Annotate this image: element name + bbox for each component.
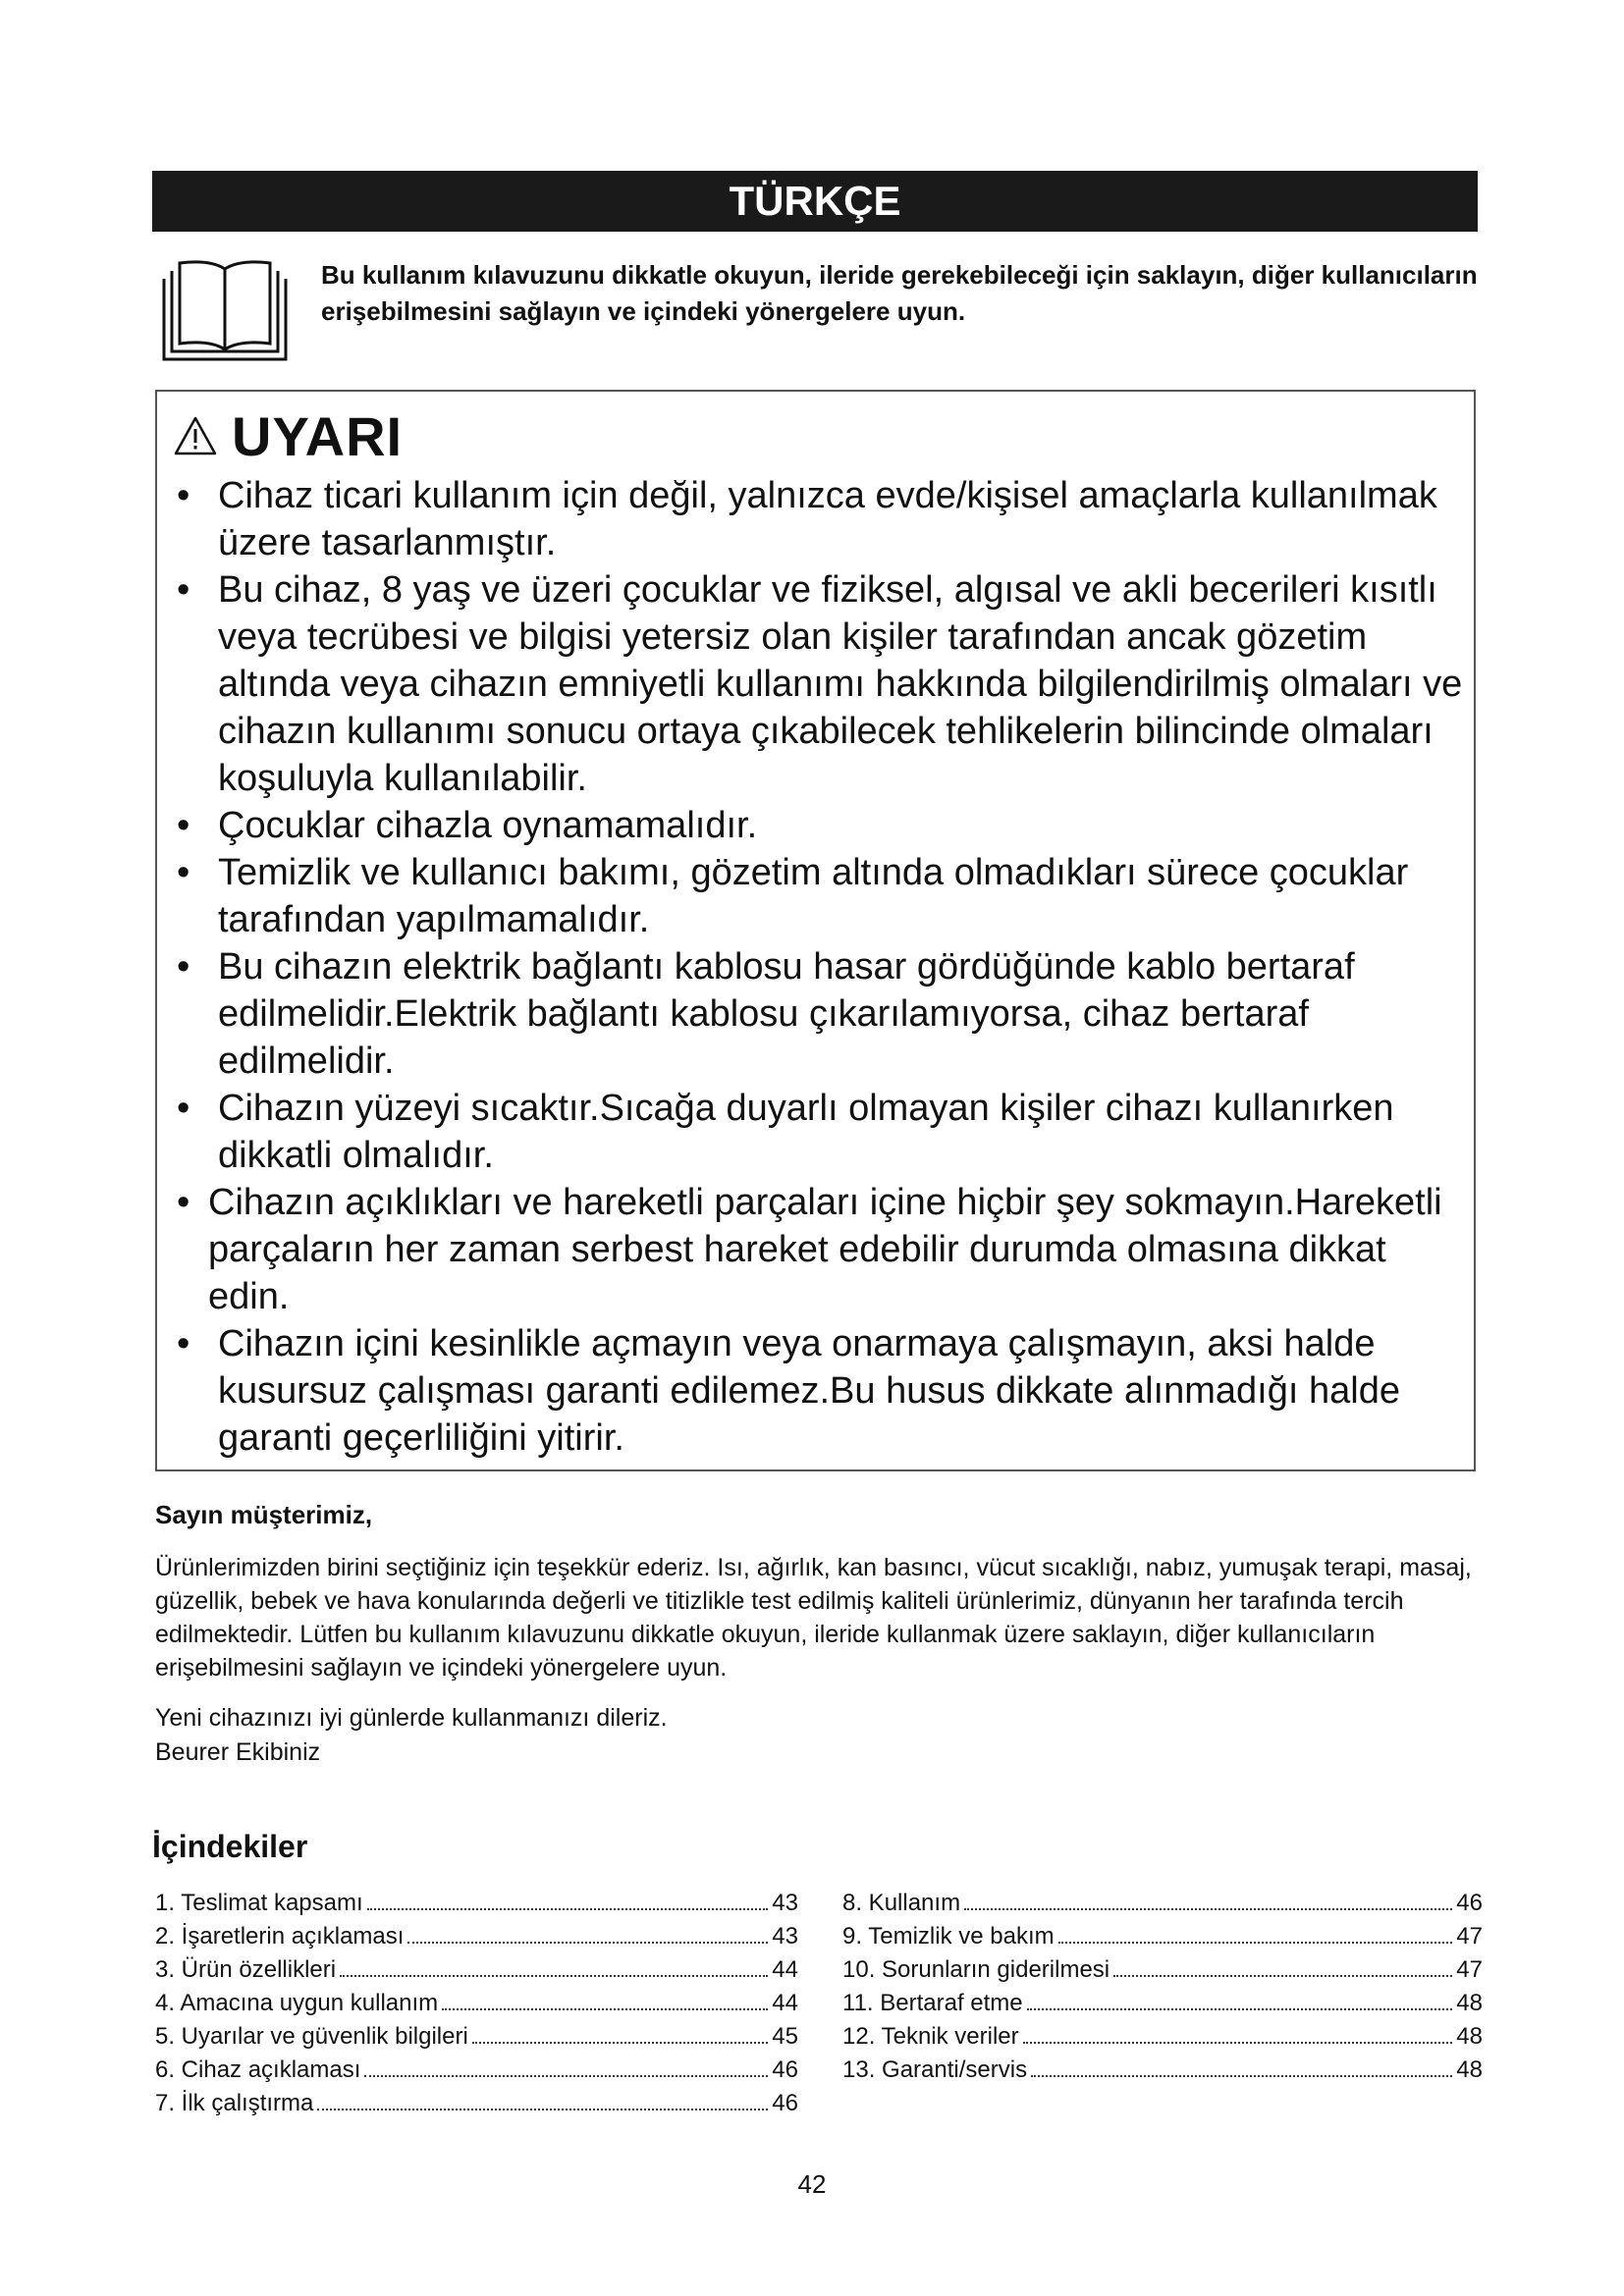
warning-item: • Cihazın yüzeyi sıcaktır.Sıcağa duyarlı olmayan kişiler cihazı kullanırken dikkatli olmalıdır. [177,1088,1394,1176]
toc-entry[interactable]: 1. Teslimat kapsamı 43 [155,1890,798,1916]
warning-heading [173,403,403,468]
toc-entry[interactable]: 4. Amacına uygun kullanım 44 [155,1990,798,2016]
toc-title: İçindekiler [152,1829,308,1864]
toc-left-column [155,1887,798,2120]
warning-item: • Cihaz ticari kullanım için değil, yalnızca evde/kişisel amaçlarla kullanılmak üzere tasarlanmıştır. [177,475,1437,563]
warning-item: • Bu cihaz, 8 yaş ve üzeri çocuklar ve fiziksel, algısal ve akli becerileri kısıtlı veya tecrübesi ve bilgisi yetersiz olan kişiler tarafından ancak gözetim altında veya cihazın emniyetli kullanımı hakkında bilgilendirilmiş olmaları ve cihazın kullanımı sonucu ortaya çıkabilecek tehlikelerin bilincinde olmaları koşuluyla kullanılabilir. [177,569,1463,799]
toc-entry[interactable]: 6. Cihaz açıklaması 46 [155,2056,798,2083]
toc-entry[interactable]: 10. Sorunların giderilmesi 47 [842,1956,1483,1983]
warning-item: • Bu cihazın elektrik bağlantı kablosu hasar gördüğünde kablo bertaraf edilmelidir.Elektrik bağlantı kablosu çıkarılamıyorsa, cihaz bertaraf edilmelidir. [177,946,1355,1082]
toc-entry[interactable]: 9. Temizlik ve bakım 47 [842,1923,1483,1949]
warning-item: • Temizlik ve kullanıcı bakımı, gözetim altında olmadıkları sürece çocuklar tarafından yapılmamalıdır. [177,852,1409,940]
warning-item: • Çocuklar cihazla oynamamalıdır. [177,805,758,846]
open-book-icon [160,257,290,365]
toc-entry[interactable]: 2. İşaretlerin açıklaması 43 [155,1923,798,1949]
warning-item: • Cihazın içini kesinlikle açmayın veya onarmaya çalışmayın, aksi halde kusursuz çalışması garanti edilemez.Bu husus dikkate alınmadığı halde garanti geçerliliğini yitirir. [177,1323,1400,1459]
language-title: TÜRKÇE [729,178,901,224]
toc-entry[interactable]: 13. Garanti/servis 48 [842,2056,1483,2083]
warning-title: UYARI [232,404,404,467]
warning-box [155,390,1476,1471]
signature: Beurer Ekibiniz [155,1738,321,1766]
warning-item: • Cihazın açıklıkları ve hareketli parçaları içine hiçbir şey sokmayın.Hareketli parçaların her zaman serbest hareket edebilir durumda olmasına dikkat edin. [177,1182,1442,1317]
toc-entry[interactable]: 11. Bertaraf etme 48 [842,1990,1483,2016]
toc-entry[interactable]: 3. Ürün özellikleri 44 [155,1956,798,1983]
warning-list [173,472,1468,1462]
page-number: 42 [797,2169,827,2199]
customer-heading: Sayın müşterimiz, [155,1500,373,1529]
toc-entry[interactable]: 7. İlk çalıştırma 46 [155,2090,798,2116]
language-header [152,171,1478,232]
customer-wish: Yeni cihazınızı iyi günlerde kullanmanızı dileriz. [155,1704,668,1732]
intro-notice: Bu kullanım kılavuzunu dikkatle okuyun, ileride gerekebileceği için saklayın, diğer kullanıcıların erişebilmesini sağlayın ve içindeki yönergelere uyun. [321,260,1478,326]
customer-paragraph: Ürünlerimizden birini seçtiğiniz için teşekkür ederiz. Isı, ağırlık, kan basıncı, vücut sıcaklığı, nabız, yumuşak terapi, masaj, güzellik, bebek ve hava konularında değerli ve titizlikle test edilmiş kaliteli ürünlerimiz, dünyanın her tarafında tercih edilmektedir. Lütfen bu kullanım kılavuzunu dikkatle okuyun, ileride kullanmak üzere saklayın, diğer kullanıcıların erişebilmesini sağlayın ve içindeki yönergelere uyun. [155,1554,1472,1682]
toc-entry[interactable]: 8. Kullanım 46 [842,1890,1483,1916]
toc-right-column [842,1887,1483,2087]
toc-entry[interactable]: 12. Teknik veriler 48 [842,2023,1483,2050]
warning-triangle-icon [173,415,218,456]
toc-entry[interactable]: 5. Uyarılar ve güvenlik bilgileri 45 [155,2023,798,2050]
